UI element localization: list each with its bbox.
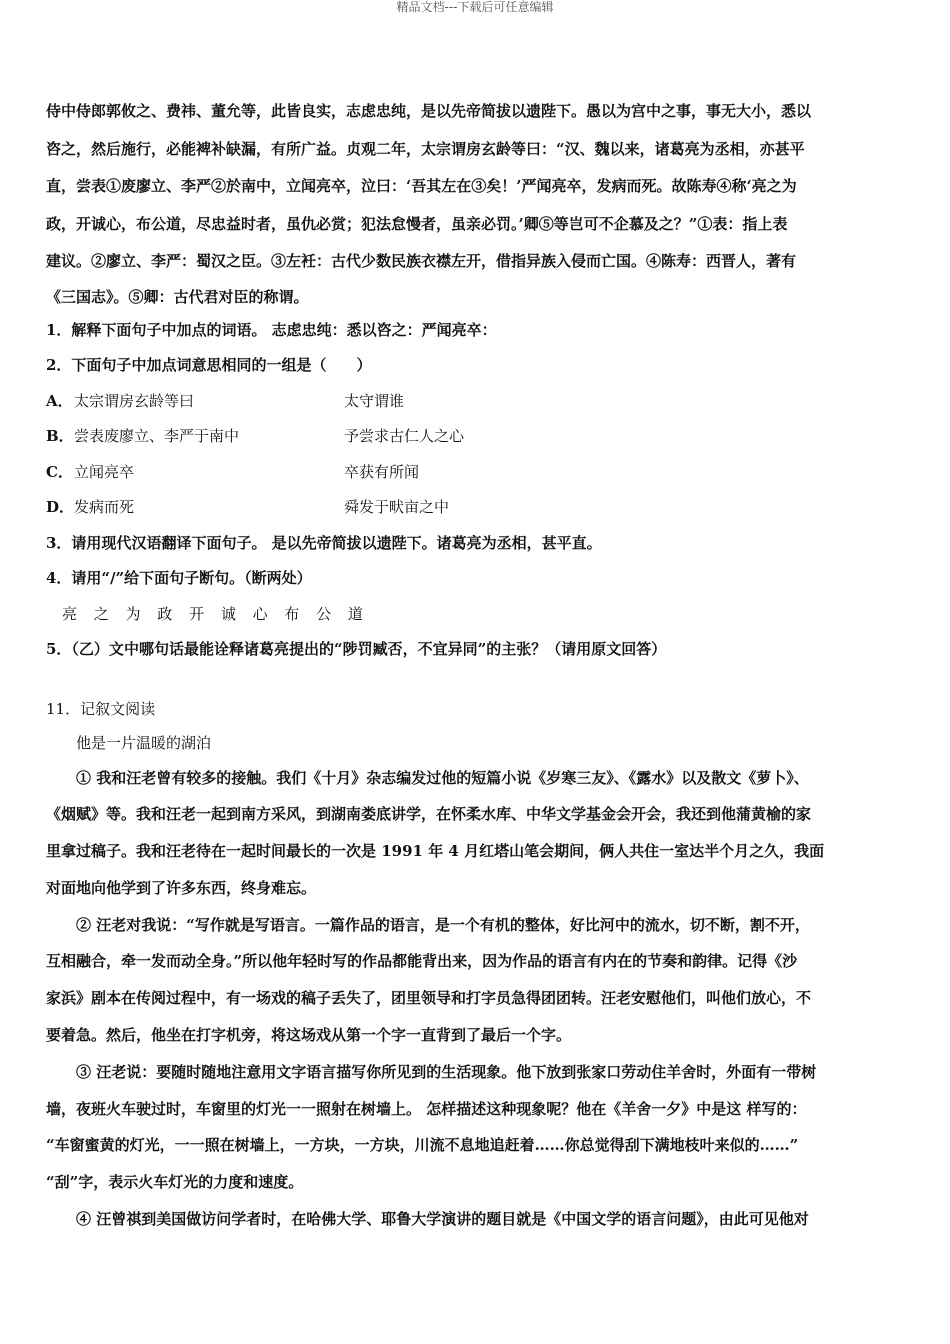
option-right: 太守谓谁 (344, 391, 405, 410)
option-left: 发病而死 (74, 498, 135, 516)
option-a (46, 384, 908, 420)
spacer (46, 668, 908, 692)
document-body (46, 93, 908, 1238)
article-line: ③ 汪老说：要随时随地注意用文字语言描写你所见到的生活现象。他下放到张家口劳动住羊舍时，外面有一带树 (76, 1062, 817, 1081)
article-line: 《烟赋》等。我和汪老一起到南方采风，到湖南娄底讲学，在怀柔水库、中华文学基金会开会，我还到他蒲黄榆的家 (46, 805, 812, 824)
article-line: “刮”字，表示火车灯光的力度和速度。 (46, 1173, 304, 1192)
question-1: 1．解释下面句子中加点的词语。 志虑忠纯：悉以咨之：严闻亮卒： (46, 320, 497, 339)
article-line: 家浜》剧本在传阅过程中，有一场戏的稿子丢失了，团里领导和打字员急得团团转。汪老安慰他们，叫他们放心，不 (46, 989, 812, 1008)
option-left: 太宗谓房玄龄等曰 (74, 391, 195, 410)
article-line: “车窗蜜黄的灯光，一一照在树墙上，一方块，一方块，川流不息地追赶着……你总觉得刮下满地枝叶来似的……” (46, 1136, 799, 1155)
passage-line: 《三国志》。⑤卿：古代君对臣的称谓。 (46, 287, 309, 306)
option-c (46, 455, 908, 491)
question-3: 3．请用现代汉语翻译下面句子。 是以先帝简拔以遗陛下。诸葛亮为丞相，甚平直。 (46, 533, 602, 552)
option-d (46, 490, 908, 526)
section-heading: 11．记叙文阅读 (46, 699, 156, 718)
option-right: 予尝求古仁人之心 (344, 427, 465, 445)
passage-line: 政，开诚心，布公道，尽忠益时者，虽仇必赏；犯法怠慢者，虽亲必罚。’卿⑤等岂可不企慕及之？”①表：指上表 (46, 214, 788, 233)
classical-passage (46, 93, 908, 313)
question-2: 2．下面句子中加点词意思相同的一组是（ ） (46, 356, 372, 374)
article-line: ④ 汪曾祺到美国做访问学者时，在哈佛大学、耶鲁大学演讲的题目就是《中国文学的语言问题》，由此可见他对 (76, 1210, 809, 1229)
passage-line: 直，尝表①废廖立、李严②於南中，立闻亮卒，泣曰：‘吾其左在③矣！’严闻亮卒，发病而死。故陈寿④称‘亮之为 (46, 177, 797, 195)
passage-line: 建议。②廖立、李严：蜀汉之臣。③左衽：古代少数民族衣襟左开，借指异族入侵而亡国。④陈寿：西晋人，著有 (46, 252, 797, 270)
article-title: 他是一片温暖的湖泊 (76, 733, 212, 752)
article-line: 互相融合，牵一发而动全身。”所以他年轻时写的作品都能背出来，因为作品的语言有内在的节奏和韵律。记得《沙 (46, 952, 798, 971)
article-line: 墙，夜班火车驶过时，车窗里的灯光一一照射在树墙上。 怎样描述这种现象呢？他在《羊舍一夕》中是这 样写的： (46, 1099, 807, 1118)
option-left: 立闻亮卒 (74, 462, 135, 481)
option-letter: D． (46, 498, 75, 516)
passage-line: 咨之，然后施行，必能裨补缺漏，有所广益。贞观二年，太宗谓房玄龄等曰：“汉、魏以来，诸葛亮为丞相，亦甚平 (46, 139, 805, 158)
section-11 (46, 692, 908, 1238)
question-5: 5．（乙）文中哪句话最能诠释诸葛亮提出的“陟罚臧否，不宜异同”的主张？（请用原文回答） (46, 640, 667, 658)
option-right: 卒获有所闻 (344, 462, 420, 481)
option-right: 舜发于畎亩之中 (344, 498, 450, 516)
article-line: 里拿过稿子。我和汪老待在一起时间最长的一次是 1991 年 4 月红塔山笔会期间，俩人共住一室达半个月之久，我面 (46, 842, 825, 861)
article-line: 要着急。然后，他坐在打字机旁，将这场戏从第一个字一直背到了最后一个字。 (46, 1026, 572, 1045)
page-header: 精品文档---下载后可任意编辑 (396, 0, 554, 14)
article-line: ② 汪老对我说：“写作就是写语言。一篇作品的语言，是一个有机的整体，好比河中的流水，切不断，割不开， (76, 915, 810, 934)
option-letter: B． (46, 427, 74, 445)
option-letter: C． (46, 462, 73, 481)
question-4-sentence: 亮 之 为 政 开 诚 心 布 公 道 (62, 604, 369, 623)
question-list (46, 313, 908, 668)
article-line: 对面地向他学到了许多东西，终身难忘。 (46, 878, 317, 897)
question-4: 4．请用“/”给下面句子断句。（断两处） (46, 569, 312, 587)
passage-line: 侍中侍郎郭攸之、费祎、董允等，此皆良实，志虑忠纯，是以先帝简拔以遗陛下。愚以为宫中之事，事无大小，悉以 (46, 102, 812, 120)
option-left: 尝表废廖立、李严于南中 (74, 427, 240, 445)
option-letter: A． (46, 391, 73, 410)
option-b (46, 419, 908, 455)
article-line: ① 我和汪老曾有较多的接触。我们《十月》杂志编发过他的短篇小说《岁寒三友》、《露水》以及散文《萝卜》、 (76, 768, 809, 787)
